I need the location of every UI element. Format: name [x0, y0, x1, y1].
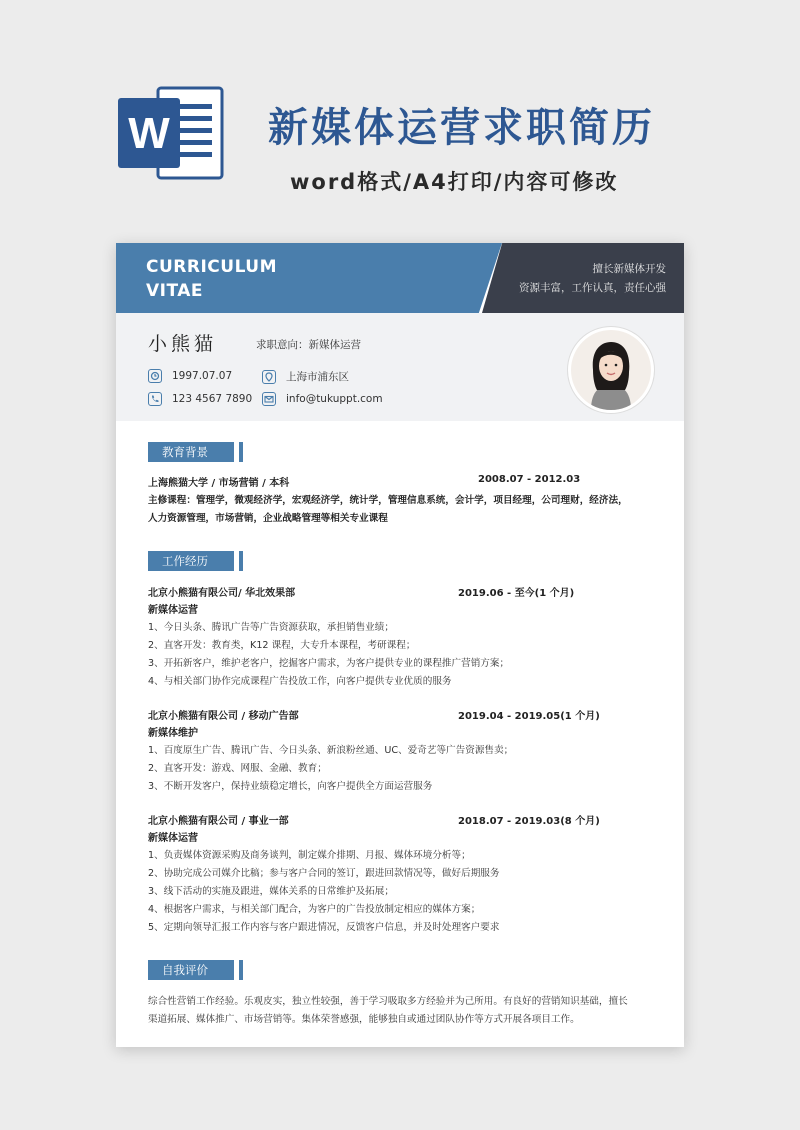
candidate-name: 小熊猫	[148, 333, 218, 355]
job2-company: 北京小熊猫有限公司 / 移动广告部	[148, 711, 299, 722]
phone-value: 123 4567 7890	[172, 393, 253, 405]
page-subtitle: word格式/A4打印/内容可修改	[290, 170, 619, 194]
job3-duty: 3、线下活动的实施及跟进，媒体关系的日常维护及拓展；	[148, 886, 394, 897]
email-icon	[262, 392, 276, 406]
location-value: 上海市浦东区	[286, 371, 349, 383]
job3-duty: 1、负责媒体资源采购及商务谈判，制定媒介排期、月报、媒体环境分析等；	[148, 850, 471, 861]
job2-date: 2019.04 - 2019.05(1 个月)	[458, 711, 600, 722]
job3-company: 北京小熊猫有限公司 / 事业一部	[148, 816, 289, 827]
job3-date: 2018.07 - 2019.03(8 个月)	[458, 816, 600, 827]
header-dark-band	[482, 243, 684, 313]
resume-sheet	[116, 243, 684, 1047]
section-title-work: 工作经历	[148, 551, 234, 571]
job1-duty: 4、与相关部门协作完成课程广告投放工作，向客户提供专业优质的服务	[148, 676, 452, 687]
word-document-icon	[118, 84, 228, 182]
phone-icon	[148, 392, 162, 406]
email-value: info@tukuppt.com	[286, 393, 383, 405]
edu-courses-line2: 人力资源管理，市场营销，企业战略管理等相关专业课程	[148, 513, 388, 524]
info-email	[262, 392, 383, 406]
job3-duty: 2、协助完成公司媒介比稿；参与客户合同的签订，跟进回款情况等，做好后期服务	[148, 868, 500, 879]
profile-photo	[568, 327, 654, 413]
edu-courses-line1: 主修课程：管理学，微观经济学，宏观经济学，统计学，管理信息系统，会计学，项目经理，公司理财，经济法，	[148, 495, 628, 506]
self-eval-line2: 渠道拓展、媒体推广、市场营销等。集体荣誉感强，能够独自或通过团队协作等方式开展各项目工作。	[148, 1014, 580, 1025]
section-title-self: 自我评价	[148, 960, 234, 980]
location-icon	[262, 370, 276, 384]
cv-title-line1: CURRICULUM	[146, 257, 278, 277]
job2-role: 新媒体维护	[148, 728, 198, 739]
job-intent: 求职意向：新媒体运营	[256, 339, 361, 351]
header-tagline-1: 擅长新媒体开发	[592, 263, 666, 275]
job3-role: 新媒体运营	[148, 833, 198, 844]
job2-duty: 1、百度原生广告、腾讯广告、今日头条、新浪粉丝通、UC、爱奇艺等广告资源售卖；	[148, 745, 514, 756]
self-eval-line1: 综合性营销工作经验。乐观皮实，独立性较强，善于学习吸取多方经验并为己所用。有良好的营销知识基础，擅长	[148, 996, 628, 1007]
job1-duty: 3、开拓新客户，维护老客户，挖掘客户需求，为客户提供专业的课程推广营销方案；	[148, 658, 510, 669]
job1-company: 北京小熊猫有限公司/ 华北效果部	[148, 588, 296, 599]
word-logo-letter: W	[128, 109, 170, 158]
page-title: 新媒体运营求职简历	[268, 105, 655, 151]
calendar-icon	[148, 369, 162, 383]
section-title-education: 教育背景	[148, 442, 234, 462]
info-phone	[148, 392, 252, 406]
edu-date: 2008.07 - 2012.03	[478, 474, 581, 485]
info-location	[262, 369, 349, 384]
birth-value: 1997.07.07	[172, 370, 233, 382]
header-tagline-2: 资源丰富，工作认真，责任心强	[519, 282, 666, 294]
job1-role: 新媒体运营	[148, 605, 198, 616]
job1-duty: 2、直客开发：教育类，K12 课程，大专升本课程，考研课程；	[148, 640, 416, 651]
info-birth	[148, 369, 232, 383]
job3-duty: 4、根据客户需求，与相关部门配合，为客户的广告投放制定相应的媒体方案；	[148, 904, 481, 915]
job3-duty: 5、定期向领导汇报工作内容与客户跟进情况，反馈客户信息，并及时处理客户要求	[148, 922, 500, 933]
job2-duty: 3、不断开发客户，保持业绩稳定增长，向客户提供全方面运营服务	[148, 781, 433, 792]
edu-school: 上海熊猫大学 / 市场营销 / 本科	[148, 478, 290, 489]
job2-duty: 2、直客开发：游戏、网服、金融、教育；	[148, 763, 327, 774]
cv-title-line2: VITAE	[146, 281, 204, 301]
job1-date: 2019.06 - 至今(1 个月)	[458, 588, 575, 599]
job1-duty: 1、今日头条、腾讯广告等广告资源获取，承担销售业绩；	[148, 622, 394, 633]
header-blue-band	[116, 243, 502, 313]
